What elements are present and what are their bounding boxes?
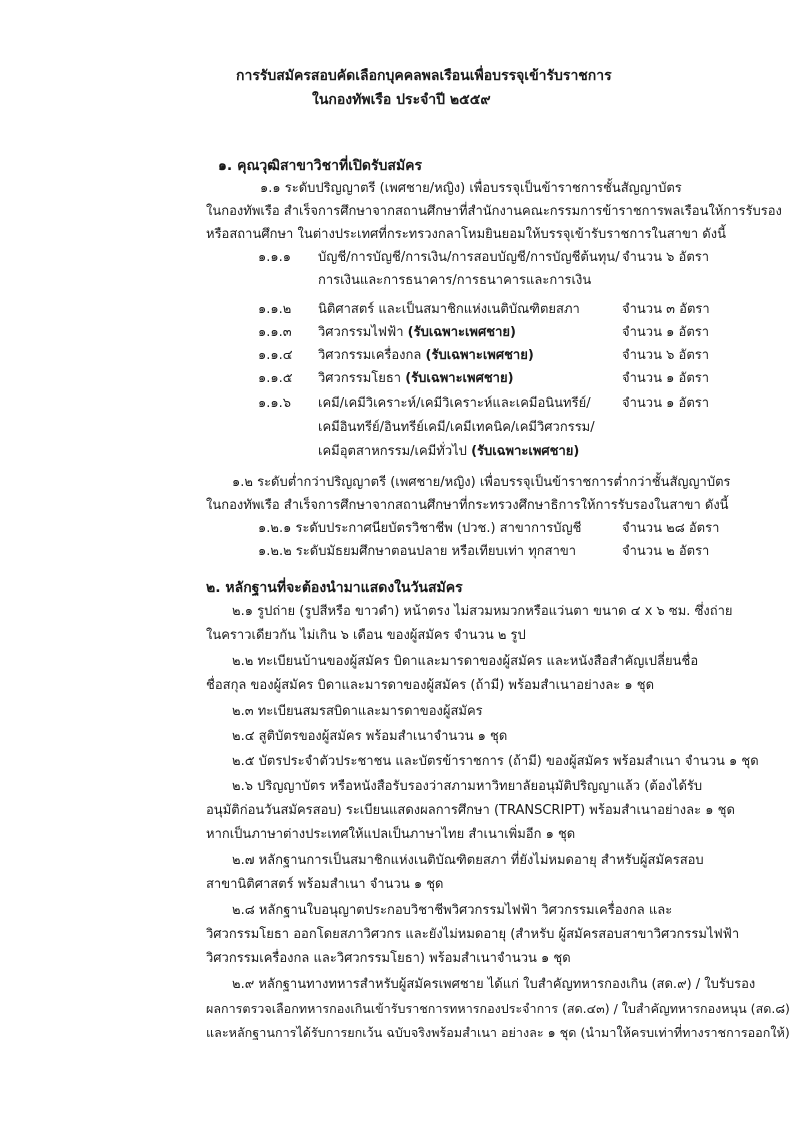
item-number: ๑.๑.๓ [258, 325, 292, 340]
para-line: ในคราวเดียวกัน ไม่เกิน ๖ เดือน ของผู้สมัคร จำนวน ๒ รูป [206, 628, 526, 643]
para-line: ๒.๙ หลักฐานทางทหารสำหรับผู้สมัครเพศชาย ได้แก่ ใบสำคัญทหารกองเกิน (สด.๙) / ใบรับรอง [232, 977, 756, 992]
item-number: ๑.๑.๑ [258, 250, 292, 265]
item-count: จำนวน ๑ อัตรา [622, 371, 710, 386]
para-line: ๒.๒ ทะเบียนบ้านของผู้สมัคร บิดาและมารดาของผู้สมัคร และหนังสือสำคัญเปลี่ยนชื่อ [232, 654, 699, 669]
item-count: จำนวน ๒๘ อัตรา [622, 521, 720, 536]
item-text-main: วิศวกรรมเครื่องกล [318, 348, 422, 363]
para-line: ๒.๓ ทะเบียนสมรสบิดาและมารดาของผู้สมัคร [232, 704, 483, 719]
para-line: ๒.๗ หลักฐานการเป็นสมาชิกแห่งเนติบัณฑิตยสภา ที่ยังไม่หมดอายุ สำหรับผู้สมัครสอบ [232, 853, 704, 868]
item-count: จำนวน ๖ อัตรา [622, 250, 710, 265]
item-text: เคมี/เคมีวิเคราะห์/เคมีวิเคราะห์และเคมีอนินทรีย์/ [318, 396, 591, 411]
para-1-1-line-1: ๑.๑ ระดับปริญญาตรี (เพศชาย/หญิง) เพื่อบรรจุเป็นข้าราชการชั้นสัญญาบัตร [260, 181, 682, 196]
item-text-cont: เคมีอินทรีย์/อินทรีย์เคมี/เคมีเทคนิค/เคมีวิศวกรรม/ [318, 420, 595, 435]
item-text [318, 369, 514, 389]
para-line: วิศวกรรมเครื่องกล และวิศวกรรมโยธา) พร้อมสำเนาจำนวน ๑ ชุด [206, 951, 571, 966]
para-line: ๒.๔ สูติบัตรของผู้สมัคร พร้อมสำเนาจำนวน ๑ ชุด [232, 729, 508, 744]
item-count: จำนวน ๑ อัตรา [622, 325, 710, 340]
para-line: ชื่อสกุล ของผู้สมัคร บิดาและมารดาของผู้สมัคร (ถ้ามี) พร้อมสำเนาอย่างละ ๑ ชุด [206, 678, 655, 693]
para-1-2-line-2: ในกองทัพเรือ สำเร็จการศึกษาจากสถานศึกษาที่กระทรวงศึกษาธิการให้การรับรองในสาขา ดังนี้ [206, 498, 729, 513]
title-line-2: ในกองทัพเรือ ประจำปี ๒๕๕๙ [312, 92, 491, 108]
title-line-1: การรับสมัครสอบคัดเลือกบุคคลพลเรือนเพื่อบรรจุเข้ารับราชการ [236, 68, 612, 84]
item-text-main: วิศวกรรมไฟฟ้า [318, 325, 404, 340]
para-1-1-line-2: ในกองทัพเรือ สำเร็จการศึกษาจากสถานศึกษาที่สำนักงานคณะกรรมการข้าราชการพลเรือนให้การรับรอง [206, 204, 782, 219]
item-number: ๑.๑.๒ [258, 302, 292, 317]
item-note: (รับเฉพาะเพศชาย) [407, 325, 516, 340]
item-text-main: วิศวกรรมโยธา [318, 371, 402, 386]
para-line: สาขานิติศาสตร์ พร้อมสำเนา จำนวน ๑ ชุด [206, 877, 444, 892]
item-note: (รับเฉพาะเพศชาย) [471, 444, 580, 459]
item-count: จำนวน ๖ อัตรา [622, 348, 710, 363]
para-line: และหลักฐานการได้รับการยกเว้น ฉบับจริงพร้อมสำเนา อย่างละ ๑ ชุด (นำมาให้ครบเท่าที่ทางราชการออกให้) [206, 1025, 790, 1040]
item-note: (รับเฉพาะเพศชาย) [425, 348, 534, 363]
item-number: ๑.๑.๖ [258, 396, 292, 411]
item-text: บัญชี/การบัญชี/การเงิน/การสอบบัญชี/การบัญชีต้นทุน/ [318, 250, 620, 265]
para-1-2-line-1: ๑.๒ ระดับต่ำกว่าปริญญาตรี (เพศชาย/หญิง) เพื่อบรรจุเป็นข้าราชการต่ำกว่าชั้นสัญญาบัตร [232, 475, 731, 490]
item-count: จำนวน ๓ อัตรา [622, 302, 710, 317]
item-count: จำนวน ๑ อัตรา [622, 396, 710, 411]
item-text: ๑.๒.๑ ระดับประกาศนียบัตรวิชาชีพ (ปวช.) สาขาการบัญชี [258, 521, 582, 536]
item-count: จำนวน ๒ อัตรา [622, 544, 710, 559]
item-text-cont: การเงินและการธนาคาร/การธนาคารและการเงิน [318, 273, 592, 288]
para-line: ๒.๖ ปริญญาบัตร หรือหนังสือรับรองว่าสภามหาวิทยาลัยอนุมัติปริญญาแล้ว (ต้องได้รับ [232, 779, 703, 794]
para-line: ๒.๘ หลักฐานใบอนุญาตประกอบวิชาชีพวิศวกรรมไฟฟ้า วิศวกรรมเครื่องกล และ [232, 903, 673, 918]
item-text [318, 346, 534, 366]
para-line: อนุมัติก่อนวันสมัครสอบ) ระเบียนแสดงผลการศึกษา (TRANSCRIPT) พร้อมสำเนาอย่างละ ๑ ชุด [206, 803, 735, 818]
item-text: นิติศาสตร์ และเป็นสมาชิกแห่งเนติบัณฑิตยสภา [318, 302, 580, 317]
item-number: ๑.๑.๕ [258, 371, 293, 386]
item-text: ๑.๒.๒ ระดับมัธยมศึกษาตอนปลาย หรือเทียบเท่า ทุกสาขา [258, 544, 577, 559]
item-text-main: เคมีอุตสาหกรรม/เคมีทั่วไป [318, 444, 467, 459]
section-1-heading: ๑. คุณวุฒิสาขาวิชาที่เปิดรับสมัคร [218, 158, 423, 174]
item-number: ๑.๑.๔ [258, 348, 293, 363]
para-line: ๒.๕ บัตรประจำตัวประชาชน และบัตรข้าราชการ (ถ้ามี) ของผู้สมัคร พร้อมสำเนา จำนวน ๑ ชุด [232, 754, 759, 769]
item-text [318, 323, 516, 343]
para-line: ๒.๑ รูปถ่าย (รูปสีหรือ ขาวดำ) หน้าตรง ไม่สวมหมวกหรือแว่นตา ขนาด ๔ x ๖ ซม. ซึ่งถ่าย [232, 604, 733, 619]
para-1-1-line-3: หรือสถานศึกษา ในต่างประเทศที่กระทรวงกลาโหมยินยอมให้บรรจุเข้ารับราชการในสาขา ดังนี้ [206, 227, 726, 242]
item-note: (รับเฉพาะเพศชาย) [405, 371, 514, 386]
section-2-heading: ๒. หลักฐานที่จะต้องนำมาแสดงในวันสมัคร [206, 580, 463, 596]
para-line: ผลการตรวจเลือกทหารกองเกินเข้ารับราชการทหารกองประจำการ (สด.๔๓) / ใบสำคัญทหารกองหนุน (สด.๘) [206, 1001, 790, 1016]
para-line: หากเป็นภาษาต่างประเทศให้แปลเป็นภาษาไทย สำเนาเพิ่มอีก ๑ ชุด [206, 827, 576, 842]
item-text-cont [318, 442, 579, 462]
para-line: วิศวกรรมโยธา ออกโดยสภาวิศวกร และยังไม่หมดอายุ (สำหรับ ผู้สมัครสอบสาขาวิศวกรรมไฟฟ้า [206, 927, 740, 942]
